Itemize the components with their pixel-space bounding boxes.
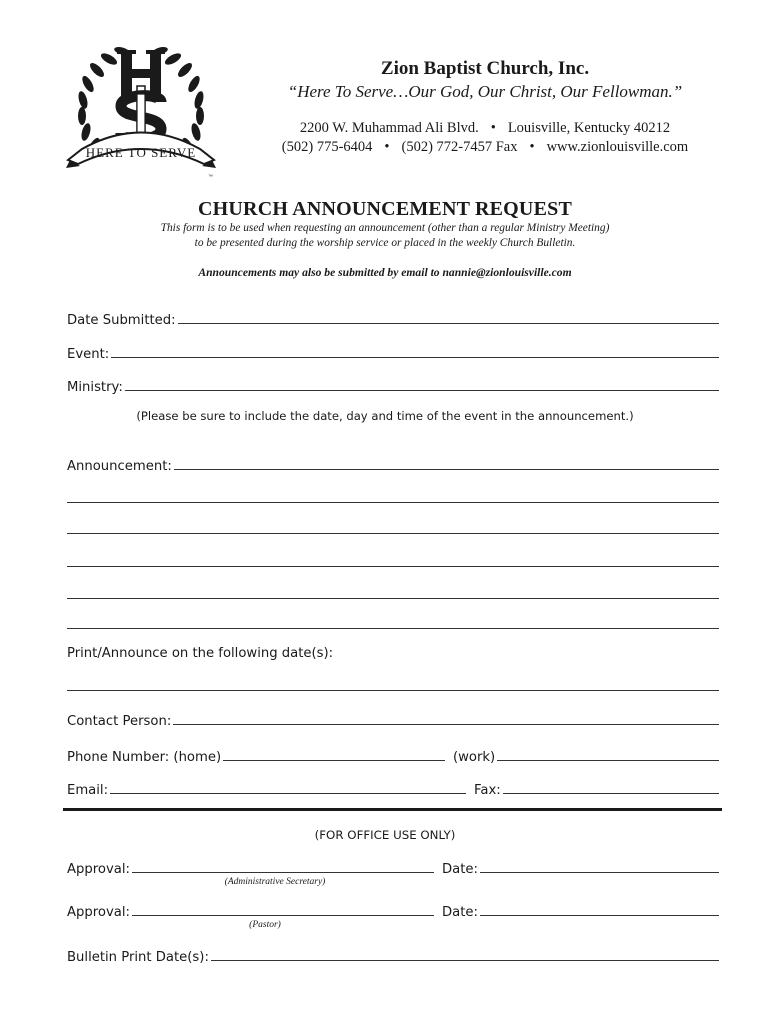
approval-2-label: Approval:: [67, 905, 130, 920]
contact-person-row: [67, 709, 719, 729]
approval-1-date-label: Date:: [441, 862, 478, 877]
approval-2-sublabel: (Pastor): [249, 920, 281, 930]
phone-number: (502) 775-6404: [281, 139, 373, 155]
ministry-row: [67, 375, 719, 395]
email-field[interactable]: [110, 793, 466, 794]
date-submitted-row: [67, 308, 719, 328]
announcement-label: Announcement:: [67, 459, 172, 474]
bulletin-dates-row: [67, 945, 719, 965]
church-contact: [250, 139, 720, 156]
approval-2-date-label: Date:: [441, 905, 478, 920]
address-street: 2200 W. Muhammad Ali Blvd.: [299, 120, 479, 136]
announcement-line[interactable]: [67, 533, 719, 534]
logo-trademark: ™: [208, 174, 213, 180]
print-dates-line[interactable]: [67, 690, 719, 691]
announcement-field[interactable]: [174, 469, 719, 470]
date-submitted-label: Date Submitted:: [67, 313, 176, 328]
ministry-field[interactable]: [125, 390, 719, 391]
fax-field[interactable]: [503, 793, 719, 794]
contact-person-field[interactable]: [173, 724, 719, 725]
announcement-line[interactable]: [67, 628, 719, 629]
website: www.zionlouisville.com: [546, 139, 689, 155]
bulletin-dates-field[interactable]: [211, 960, 719, 961]
intro-line-2: to be presented during the worship service or placed in the weekly Church Bulletin.: [194, 237, 576, 249]
form-title: CHURCH ANNOUNCEMENT REQUEST: [198, 198, 572, 220]
email-fax-row: [67, 778, 719, 798]
bulletin-dates-label: Bulletin Print Date(s):: [67, 950, 209, 965]
approval-1-field[interactable]: [132, 872, 434, 873]
bullet: •: [490, 120, 496, 136]
logo-banner-text: HERE TO SERVE: [85, 145, 197, 160]
fax-label: Fax:: [474, 783, 501, 798]
approval-1-row: [67, 857, 719, 877]
address-city: Louisville, Kentucky 40212: [507, 120, 671, 136]
announcement-row: [67, 454, 719, 474]
date-submitted-field[interactable]: [178, 323, 719, 324]
phone-home-field[interactable]: [223, 760, 445, 761]
phone-row: [67, 745, 719, 765]
bullet: •: [529, 139, 535, 155]
include-date-note: (Please be sure to include the date, day and time of the event in the announcement.): [136, 409, 634, 423]
ministry-label: Ministry:: [67, 380, 123, 395]
announcement-line[interactable]: [67, 502, 719, 503]
phone-work-label: (work): [452, 750, 496, 765]
approval-1-sublabel: (Administrative Secretary): [224, 877, 326, 887]
intro-line-1: This form is to be used when requesting an announcement (other than a regular Ministry Meeting): [160, 222, 610, 234]
approval-2-date-field[interactable]: [480, 915, 719, 916]
office-divider: [63, 808, 722, 811]
church-address: [250, 120, 720, 137]
church-logo: [64, 36, 218, 186]
print-dates-label: Print/Announce on the following date(s):: [67, 646, 334, 661]
approval-2-field[interactable]: [132, 915, 434, 916]
approval-1-label: Approval:: [67, 862, 130, 877]
fax-number: (502) 772-7457 Fax: [401, 139, 518, 155]
bullet: •: [384, 139, 390, 155]
church-motto: “Here To Serve…Our God, Our Christ, Our Fellowman.”: [287, 82, 683, 101]
event-label: Event:: [67, 347, 110, 362]
announcement-line[interactable]: [67, 598, 719, 599]
event-row: [67, 342, 719, 362]
announcement-line[interactable]: [67, 566, 719, 567]
approval-2-row: [67, 900, 719, 920]
church-name: Zion Baptist Church, Inc.: [380, 58, 590, 79]
phone-home-label: Phone Number: (home): [67, 750, 222, 765]
approval-1-date-field[interactable]: [480, 872, 719, 873]
office-use-heading: (FOR OFFICE USE ONLY): [314, 828, 456, 842]
contact-person-label: Contact Person:: [67, 714, 172, 729]
event-field[interactable]: [111, 357, 719, 358]
email-label: Email:: [67, 783, 109, 798]
phone-work-field[interactable]: [497, 760, 719, 761]
email-note: Announcements may also be submitted by email to nannie@zionlouisville.com: [198, 266, 572, 279]
